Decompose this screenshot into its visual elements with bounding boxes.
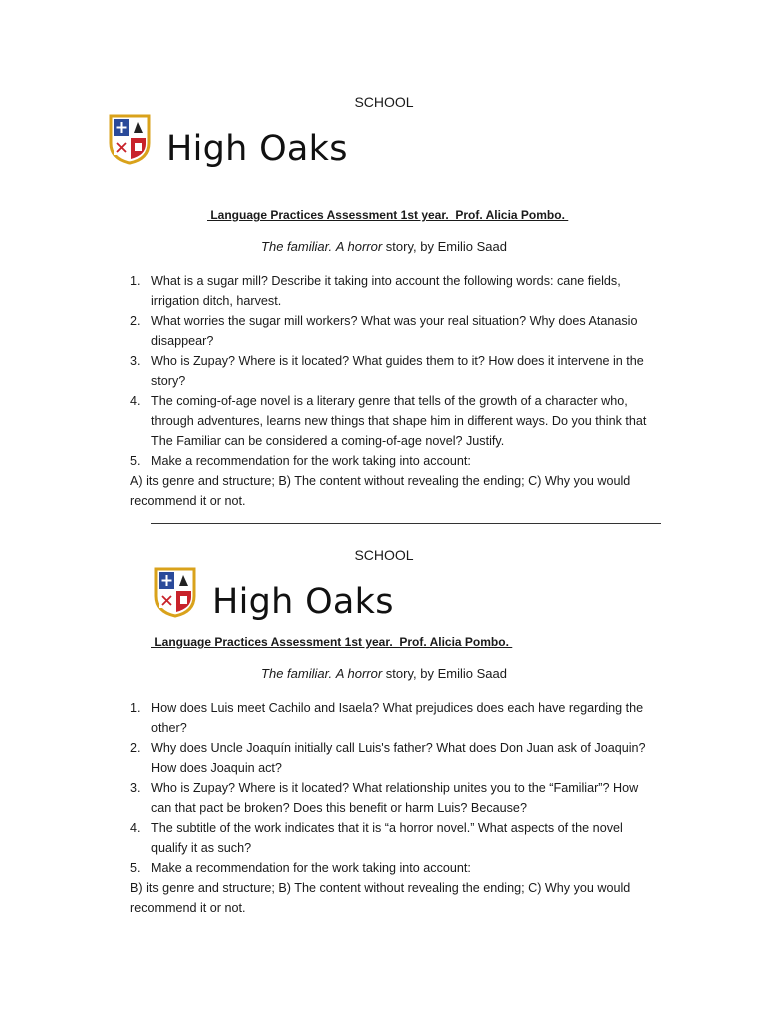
question-number: 3. (130, 781, 141, 795)
question-text: Who is Zupay? Where is it located? What guides them to it? How does it intervene in the story? (151, 354, 644, 388)
question-number: 2. (130, 314, 141, 328)
recommendation-criteria: A) its genre and structure; B) The content without revealing the ending; C) Why you would recommend it or not. (130, 474, 631, 508)
subtitle-rest: story, by Emilio Saad (382, 239, 507, 254)
question-text: Make a recommendation for the work taking into account: (151, 861, 471, 875)
list-item (130, 858, 660, 878)
question-text: The coming-of-age novel is a literary genre that tells of the growth of a character who, through adventures, learns new things that shape him in different ways. Do you think that The Familiar can be considered a coming-of-age novel? Justify. (151, 394, 647, 448)
recommendation-criteria: B) its genre and structure; B) The content without revealing the ending; C) Why you would recommend it or not. (130, 881, 631, 915)
subtitle-italic-2: A horror (335, 239, 383, 254)
subtitle-italic-1: The familiar. (261, 666, 333, 681)
question-number: 4. (130, 394, 141, 408)
school-crest-icon (108, 113, 152, 165)
assessment-title: Language Practices Assessment 1st year. Prof. Alicia Pombo. (151, 635, 513, 649)
question-text: What worries the sugar mill workers? What was your real situation? Why does Atanasio disappear? (151, 314, 638, 348)
subtitle-rest: story, by Emilio Saad (382, 666, 507, 681)
question-number: 4. (130, 821, 141, 835)
question-list (130, 271, 660, 471)
question-list (130, 698, 660, 878)
question-text: Who is Zupay? Where is it located? What relationship unites you to the “Familiar”? How can that pact be broken? Does this benefit or harm Luis? Because? (151, 781, 639, 815)
list-item (130, 271, 660, 311)
story-subtitle (0, 239, 768, 254)
section-divider (151, 523, 661, 524)
question-number: 5. (130, 454, 141, 468)
list-item (130, 391, 660, 451)
list-item (130, 778, 660, 818)
brand-name: High Oaks (212, 582, 394, 622)
school-crest-icon (153, 566, 197, 618)
question-text: Make a recommendation for the work taking into account: (151, 454, 471, 468)
question-number: 5. (130, 861, 141, 875)
question-text: Why does Uncle Joaquín initially call Luis's father? What does Don Juan ask of Joaquin? How does Joaquin act? (151, 741, 646, 775)
question-text: How does Luis meet Cachilo and Isaela? What prejudices does each have regarding the other? (151, 701, 644, 735)
school-label: SCHOOL (354, 94, 414, 110)
subtitle-italic-1: The familiar. (261, 239, 333, 254)
subtitle-italic-2: A horror (335, 666, 383, 681)
brand-name: High Oaks (166, 129, 348, 169)
question-text: The subtitle of the work indicates that it is “a horror novel.” What aspects of the novel qualify it as such? (151, 821, 623, 855)
list-item (130, 738, 660, 778)
list-item (130, 698, 660, 738)
list-item (130, 311, 660, 351)
story-subtitle (0, 666, 768, 681)
question-number: 2. (130, 741, 141, 755)
list-item (130, 351, 660, 391)
question-number: 1. (130, 701, 141, 715)
assessment-title: Language Practices Assessment 1st year. Prof. Alicia Pombo. (207, 208, 569, 222)
school-label: SCHOOL (354, 547, 414, 563)
list-item (130, 451, 660, 471)
list-item (130, 818, 660, 858)
question-text: What is a sugar mill? Describe it taking into account the following words: cane fields, irrigation ditch, harvest. (151, 274, 621, 308)
question-number: 1. (130, 274, 141, 288)
question-number: 3. (130, 354, 141, 368)
